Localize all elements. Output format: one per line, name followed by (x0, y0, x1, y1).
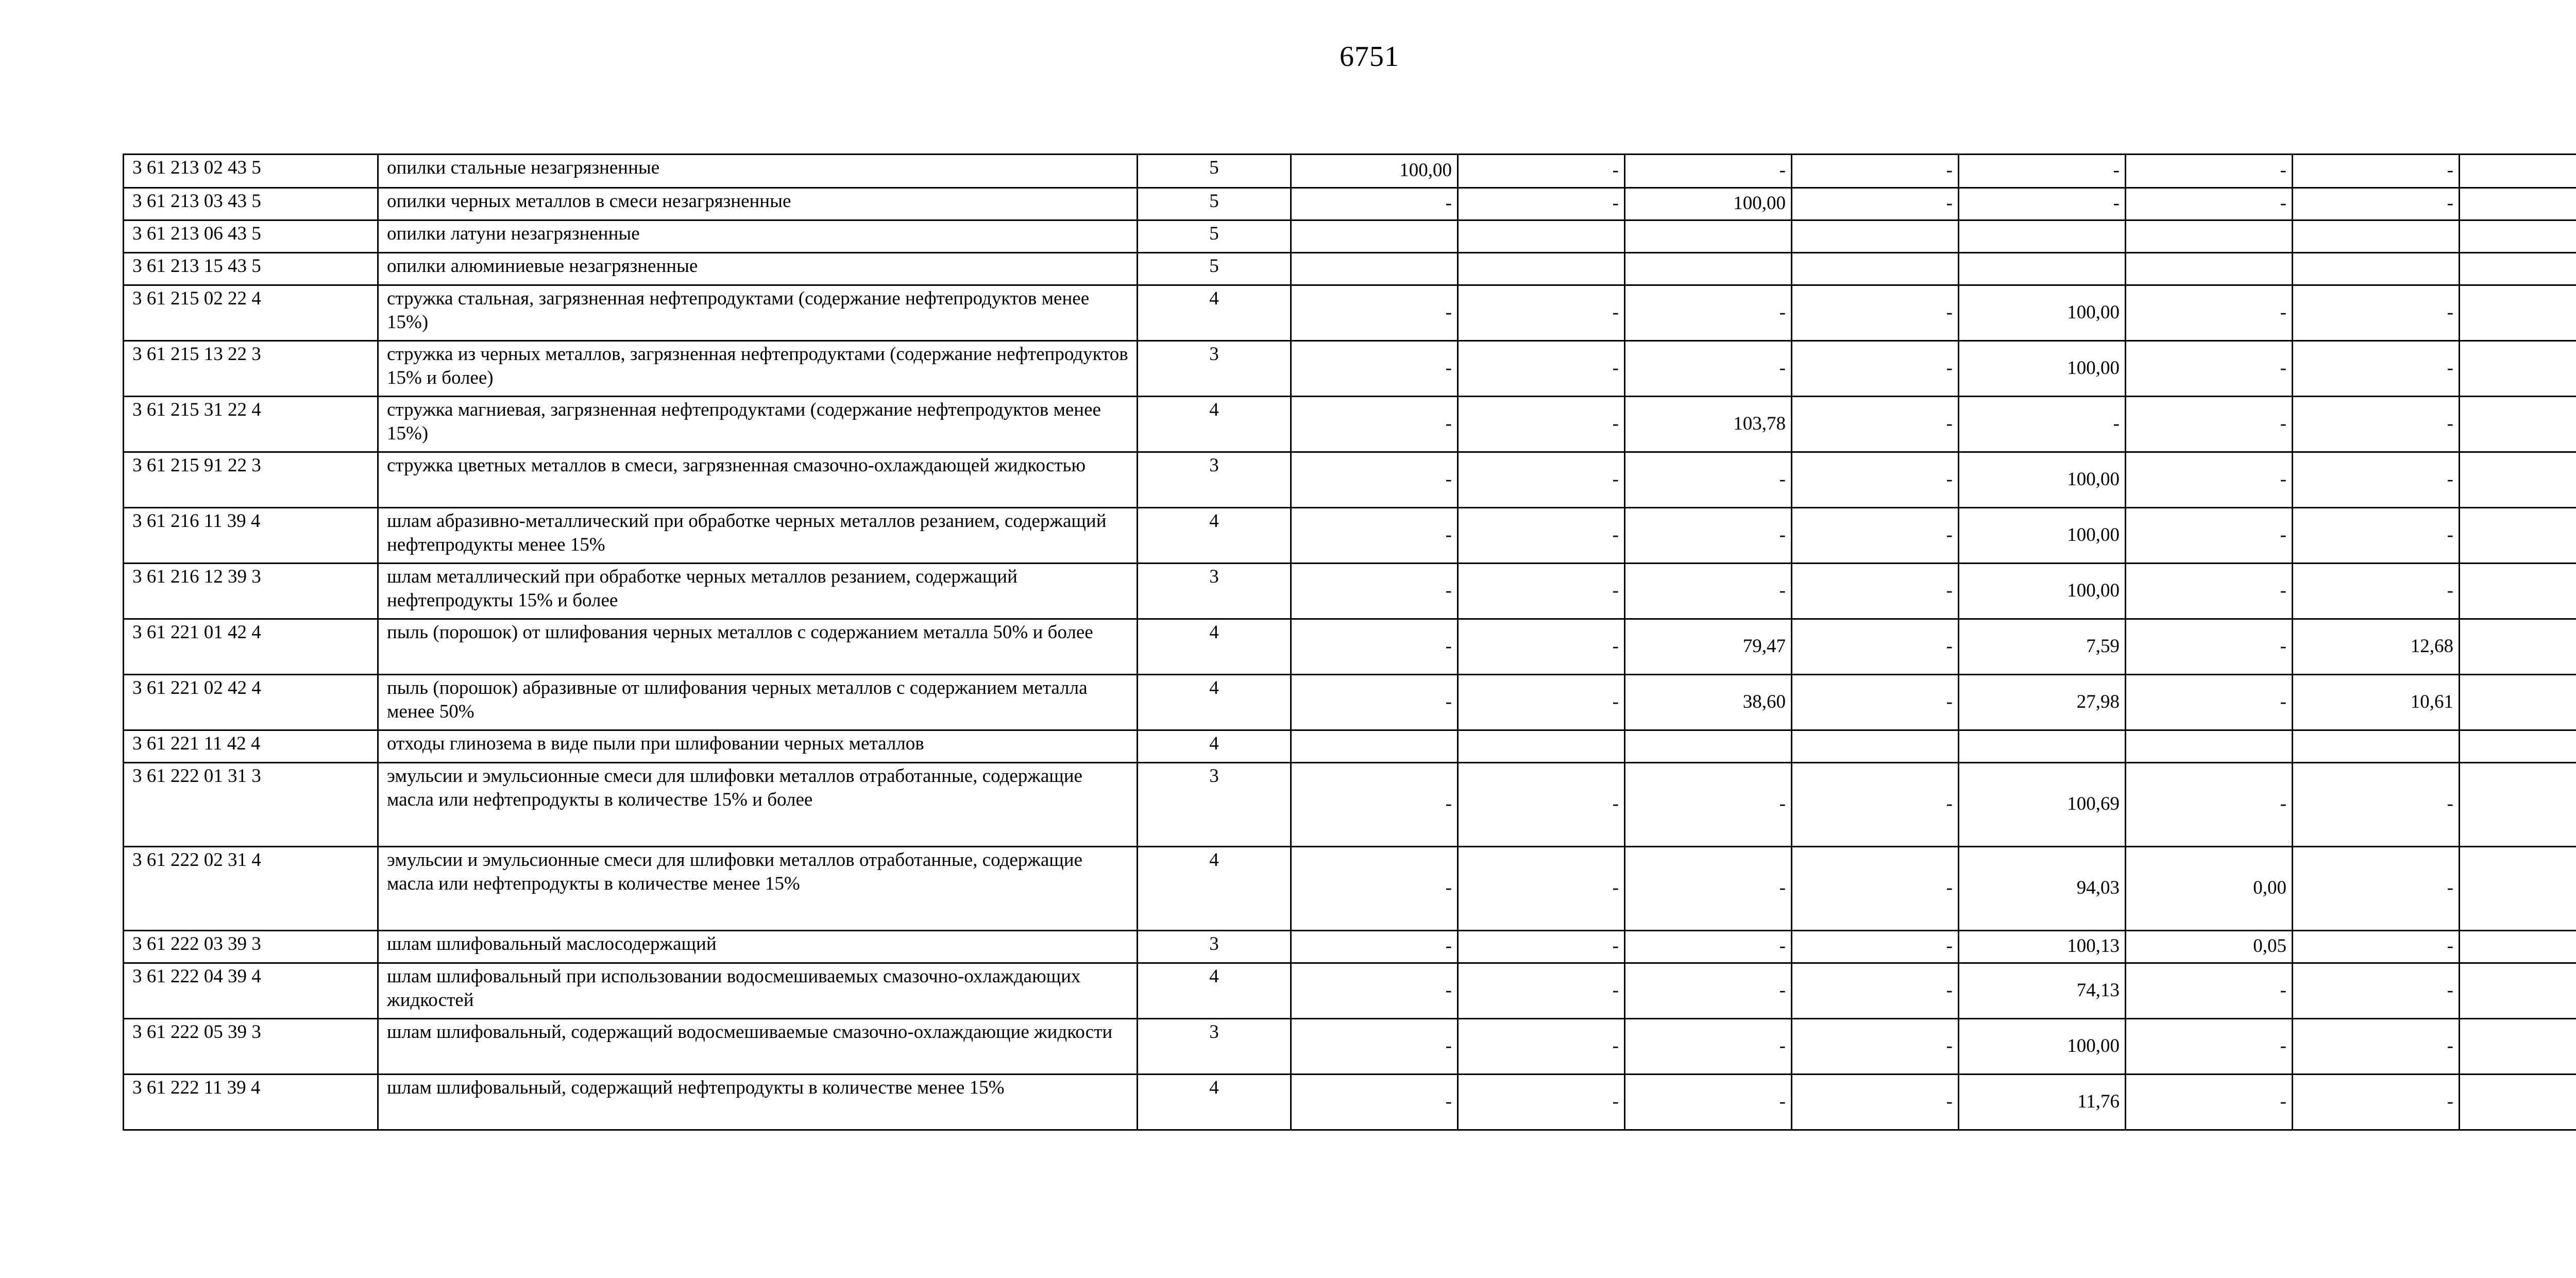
value-cell: - (2126, 963, 2293, 1019)
waste-name-cell: пыль (порошок) от шлифования черных металлов с содержанием металла 50% и более (378, 619, 1138, 675)
value-cell: - (1792, 675, 1959, 730)
value-cell: 100,00 (1959, 564, 2126, 619)
table-row (124, 188, 2576, 220)
value-cell: - (2293, 188, 2460, 220)
waste-name-cell: опилки стальные незагрязненные (378, 155, 1138, 188)
value-cell: - (1458, 963, 1625, 1019)
value-cell: - (1625, 847, 1792, 931)
hazard-class-cell: 4 (1138, 508, 1291, 564)
value-cell: - (2293, 341, 2460, 397)
waste-name-cell: пыль (порошок) абразивные от шлифования черных металлов с содержанием металла менее 50% (378, 675, 1138, 730)
waste-code-cell: 3 61 222 01 31 3 (124, 763, 378, 847)
value-cell (1959, 730, 2126, 763)
value-cell (2460, 1075, 2576, 1130)
value-cell: - (1458, 452, 1625, 508)
value-cell: - (1959, 397, 2126, 452)
value-cell: - (1625, 963, 1792, 1019)
value-cell: - (2293, 847, 2460, 931)
waste-name-cell: шлам шлифовальный маслосодержащий (378, 931, 1138, 963)
table-row (124, 397, 2576, 452)
value-cell: - (1291, 1075, 1458, 1130)
value-cell: - (1291, 847, 1458, 931)
waste-name-cell: опилки черных металлов в смеси незагрязненные (378, 188, 1138, 220)
value-cell: 10,61 (2293, 675, 2460, 730)
value-cell: - (2126, 452, 2293, 508)
value-cell: 74,13 (1959, 963, 2126, 1019)
value-cell: - (2126, 155, 2293, 188)
waste-code-cell: 3 61 213 06 43 5 (124, 220, 378, 253)
value-cell: 27,98 (1959, 675, 2126, 730)
value-cell: - (1792, 963, 1959, 1019)
waste-code-cell: 3 61 215 91 22 3 (124, 452, 378, 508)
hazard-class-cell: 3 (1138, 341, 1291, 397)
value-cell: - (2293, 155, 2460, 188)
table-row (124, 253, 2576, 285)
hazard-class-cell: 4 (1138, 619, 1291, 675)
hazard-class-cell: 5 (1138, 220, 1291, 253)
waste-code-cell: 3 61 213 15 43 5 (124, 253, 378, 285)
value-cell: - (1458, 675, 1625, 730)
table-row (124, 1075, 2576, 1130)
table-row (124, 763, 2576, 847)
value-cell: 0,00 (2126, 847, 2293, 931)
value-cell (2126, 253, 2293, 285)
value-cell: - (1625, 1075, 1792, 1130)
value-cell (1458, 220, 1625, 253)
value-cell: - (1625, 285, 1792, 341)
value-cell (1458, 730, 1625, 763)
value-cell: - (2293, 564, 2460, 619)
value-cell: - (1458, 763, 1625, 847)
waste-code-cell: 3 61 215 13 22 3 (124, 341, 378, 397)
waste-name-cell: шлам шлифовальный при использовании водосмешиваемых смазочно-охлаждающих жидкостей (378, 963, 1138, 1019)
value-cell: - (1625, 341, 1792, 397)
value-cell (2126, 220, 2293, 253)
value-cell: - (2126, 285, 2293, 341)
value-cell (1458, 253, 1625, 285)
value-cell (1792, 730, 1959, 763)
value-cell: - (1291, 564, 1458, 619)
value-cell: - (1458, 564, 1625, 619)
value-cell: - (1458, 847, 1625, 931)
value-cell: - (1625, 564, 1792, 619)
value-cell: - (2293, 1075, 2460, 1130)
hazard-class-cell: 4 (1138, 963, 1291, 1019)
waste-name-cell: опилки алюминиевые незагрязненные (378, 253, 1138, 285)
page-number: 6751 (1340, 41, 1399, 73)
hazard-class-cell: 3 (1138, 564, 1291, 619)
value-cell: - (1291, 675, 1458, 730)
waste-code-cell: 3 61 215 31 22 4 (124, 397, 378, 452)
value-cell: 103,78 (1625, 397, 1792, 452)
table-row (124, 963, 2576, 1019)
value-cell (2460, 220, 2576, 253)
value-cell (2460, 675, 2576, 730)
table-row (124, 155, 2576, 188)
waste-code-cell: 3 61 221 11 42 4 (124, 730, 378, 763)
waste-table (123, 154, 2576, 1131)
value-cell (1291, 253, 1458, 285)
value-cell: - (1792, 285, 1959, 341)
value-cell: - (1458, 155, 1625, 188)
value-cell (2293, 220, 2460, 253)
value-cell (2460, 963, 2576, 1019)
value-cell: - (2126, 619, 2293, 675)
hazard-class-cell: 4 (1138, 285, 1291, 341)
value-cell: - (1792, 452, 1959, 508)
waste-name-cell: шлам шлифовальный, содержащий водосмешиваемые смазочно-охлаждающие жидкости (378, 1019, 1138, 1075)
value-cell (2293, 253, 2460, 285)
value-cell: - (1792, 931, 1959, 963)
hazard-class-cell: 3 (1138, 931, 1291, 963)
table-row (124, 285, 2576, 341)
value-cell (2460, 730, 2576, 763)
table-row (124, 931, 2576, 963)
waste-name-cell: шлам металлический при обработке черных металлов резанием, содержащий нефтепродукты 15% и более (378, 564, 1138, 619)
waste-name-cell: стружка магниевая, загрязненная нефтепродуктами (содержание нефтепродуктов менее 15%) (378, 397, 1138, 452)
value-cell (2460, 397, 2576, 452)
value-cell (2460, 1019, 2576, 1075)
waste-code-cell: 3 61 222 05 39 3 (124, 1019, 378, 1075)
waste-name-cell: отходы глинозема в виде пыли при шлифовании черных металлов (378, 730, 1138, 763)
table-row (124, 508, 2576, 564)
value-cell: - (2293, 397, 2460, 452)
value-cell: - (2126, 508, 2293, 564)
hazard-class-cell: 4 (1138, 847, 1291, 931)
hazard-class-cell: 4 (1138, 730, 1291, 763)
value-cell: - (1792, 763, 1959, 847)
value-cell: - (1625, 931, 1792, 963)
value-cell: - (1792, 341, 1959, 397)
hazard-class-cell: 4 (1138, 397, 1291, 452)
value-cell: - (1625, 452, 1792, 508)
value-cell: - (1792, 564, 1959, 619)
value-cell (1625, 730, 1792, 763)
waste-code-cell: 3 61 213 03 43 5 (124, 188, 378, 220)
waste-code-cell: 3 61 221 02 42 4 (124, 675, 378, 730)
value-cell: - (2126, 1075, 2293, 1130)
value-cell (1959, 220, 2126, 253)
value-cell: 12,68 (2293, 619, 2460, 675)
value-cell: - (2126, 564, 2293, 619)
value-cell: - (1291, 397, 1458, 452)
value-cell: - (2126, 675, 2293, 730)
table-row (124, 1019, 2576, 1075)
value-cell: - (2293, 1019, 2460, 1075)
value-cell (2293, 730, 2460, 763)
value-cell: - (2126, 341, 2293, 397)
value-cell (2460, 619, 2576, 675)
value-cell: - (1458, 285, 1625, 341)
value-cell (1792, 220, 1959, 253)
waste-name-cell: эмульсии и эмульсионные смеси для шлифовки металлов отработанные, содержащие масла или нефтепродукты в количестве менее 15% (378, 847, 1138, 931)
waste-code-cell: 3 61 216 11 39 4 (124, 508, 378, 564)
hazard-class-cell: 3 (1138, 452, 1291, 508)
value-cell (1625, 220, 1792, 253)
value-cell: - (1291, 341, 1458, 397)
waste-code-cell: 3 61 222 02 31 4 (124, 847, 378, 931)
value-cell: - (2293, 763, 2460, 847)
waste-name-cell: эмульсии и эмульсионные смеси для шлифовки металлов отработанные, содержащие масла или нефтепродукты в количестве 15% и более (378, 763, 1138, 847)
value-cell: 7,59 (1959, 619, 2126, 675)
value-cell: 94,03 (1959, 847, 2126, 931)
value-cell: - (1625, 155, 1792, 188)
value-cell: 100,00 (1959, 508, 2126, 564)
waste-code-cell: 3 61 215 02 22 4 (124, 285, 378, 341)
value-cell (2460, 931, 2576, 963)
value-cell: - (2293, 452, 2460, 508)
value-cell (2460, 847, 2576, 931)
value-cell: - (1625, 508, 1792, 564)
value-cell: - (1291, 763, 1458, 847)
value-cell: - (1792, 619, 1959, 675)
value-cell (2460, 188, 2576, 220)
hazard-class-cell: 5 (1138, 188, 1291, 220)
value-cell: 100,13 (1959, 931, 2126, 963)
table-row (124, 619, 2576, 675)
value-cell (2460, 341, 2576, 397)
value-cell (2460, 564, 2576, 619)
waste-code-cell: 3 61 222 04 39 4 (124, 963, 378, 1019)
value-cell: - (1792, 1019, 1959, 1075)
value-cell: - (1291, 188, 1458, 220)
value-cell: - (2126, 188, 2293, 220)
hazard-class-cell: 4 (1138, 1075, 1291, 1130)
table-row (124, 730, 2576, 763)
value-cell: 100,00 (1625, 188, 1792, 220)
table-row (124, 220, 2576, 253)
waste-code-cell: 3 61 216 12 39 3 (124, 564, 378, 619)
value-cell (1291, 730, 1458, 763)
waste-name-cell: шлам абразивно-металлический при обработке черных металлов резанием, содержащий нефтепродукты менее 15% (378, 508, 1138, 564)
value-cell (2460, 452, 2576, 508)
value-cell (1625, 253, 1792, 285)
value-cell: 100,00 (1959, 452, 2126, 508)
waste-name-cell: стружка из черных металлов, загрязненная нефтепродуктами (содержание нефтепродуктов 15% и более) (378, 341, 1138, 397)
value-cell: - (2126, 397, 2293, 452)
value-cell: - (1458, 1019, 1625, 1075)
value-cell: - (1625, 1019, 1792, 1075)
value-cell: - (1291, 1019, 1458, 1075)
value-cell: - (2293, 931, 2460, 963)
value-cell: - (1792, 847, 1959, 931)
value-cell: 100,00 (1959, 341, 2126, 397)
value-cell: 100,69 (1959, 763, 2126, 847)
waste-name-cell: стружка стальная, загрязненная нефтепродуктами (содержание нефтепродуктов менее 15%) (378, 285, 1138, 341)
value-cell: - (1291, 285, 1458, 341)
value-cell (2460, 763, 2576, 847)
waste-code-cell: 3 61 222 11 39 4 (124, 1075, 378, 1130)
value-cell (1291, 220, 1458, 253)
value-cell (2126, 730, 2293, 763)
hazard-class-cell: 4 (1138, 675, 1291, 730)
table-row (124, 564, 2576, 619)
value-cell: - (1458, 508, 1625, 564)
value-cell: 11,76 (1959, 1075, 2126, 1130)
value-cell: - (1792, 397, 1959, 452)
value-cell: - (2293, 963, 2460, 1019)
waste-code-cell: 3 61 221 01 42 4 (124, 619, 378, 675)
value-cell: - (2126, 1019, 2293, 1075)
table-body (124, 155, 2576, 1130)
value-cell: - (2293, 508, 2460, 564)
waste-code-cell: 3 61 222 03 39 3 (124, 931, 378, 963)
value-cell: - (1291, 619, 1458, 675)
value-cell: - (1458, 341, 1625, 397)
value-cell: 0,05 (2126, 931, 2293, 963)
value-cell (2460, 285, 2576, 341)
value-cell (2460, 155, 2576, 188)
value-cell (2460, 253, 2576, 285)
value-cell: 79,47 (1625, 619, 1792, 675)
value-cell: - (1458, 619, 1625, 675)
value-cell: - (1291, 508, 1458, 564)
table-row (124, 452, 2576, 508)
hazard-class-cell: 3 (1138, 1019, 1291, 1075)
value-cell: - (1458, 188, 1625, 220)
table-row (124, 675, 2576, 730)
value-cell (1792, 253, 1959, 285)
value-cell: - (1458, 397, 1625, 452)
value-cell (1959, 253, 2126, 285)
waste-name-cell: стружка цветных металлов в смеси, загрязненная смазочно-охлаждающей жидкостью (378, 452, 1138, 508)
value-cell: - (1959, 188, 2126, 220)
waste-name-cell: шлам шлифовальный, содержащий нефтепродукты в количестве менее 15% (378, 1075, 1138, 1130)
value-cell: - (2293, 285, 2460, 341)
waste-name-cell: опилки латуни незагрязненные (378, 220, 1138, 253)
value-cell: - (1792, 188, 1959, 220)
value-cell: - (1291, 931, 1458, 963)
table-row (124, 847, 2576, 931)
value-cell: 100,00 (1959, 1019, 2126, 1075)
value-cell: - (1625, 763, 1792, 847)
value-cell: - (1959, 155, 2126, 188)
value-cell: - (1792, 508, 1959, 564)
value-cell: - (1458, 1075, 1625, 1130)
table-row (124, 341, 2576, 397)
value-cell: - (1291, 963, 1458, 1019)
waste-code-cell: 3 61 213 02 43 5 (124, 155, 378, 188)
hazard-class-cell: 3 (1138, 763, 1291, 847)
value-cell: - (1792, 155, 1959, 188)
value-cell: 100,00 (1959, 285, 2126, 341)
value-cell: 100,00 (1291, 155, 1458, 188)
value-cell: 38,60 (1625, 675, 1792, 730)
hazard-class-cell: 5 (1138, 253, 1291, 285)
value-cell (2460, 508, 2576, 564)
value-cell: - (2126, 763, 2293, 847)
value-cell: - (1792, 1075, 1959, 1130)
value-cell: - (1291, 452, 1458, 508)
value-cell: - (1458, 931, 1625, 963)
hazard-class-cell: 5 (1138, 155, 1291, 188)
